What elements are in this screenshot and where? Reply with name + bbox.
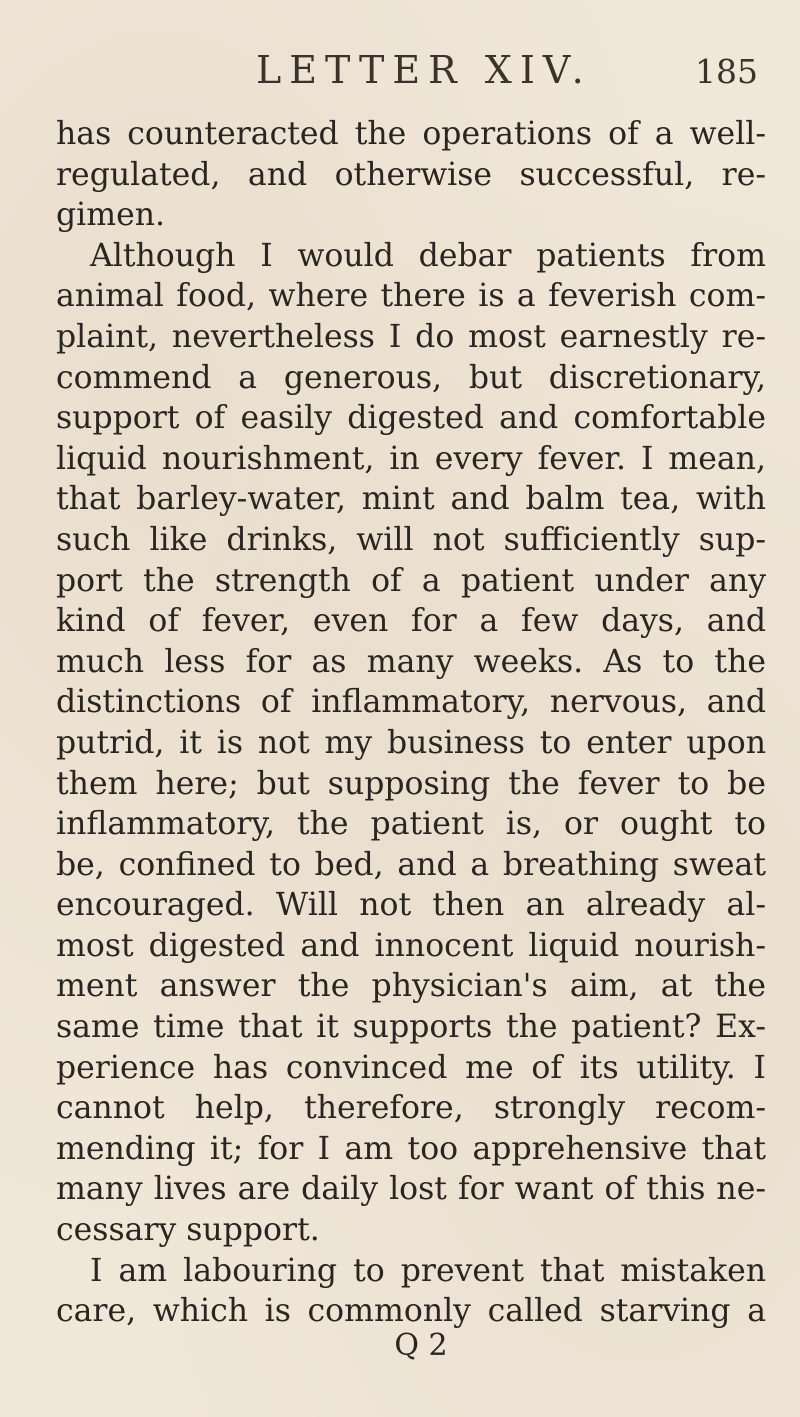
text-line: mending it; for I am too apprehensive that	[56, 1130, 766, 1167]
text-line: commend a generous, but discretionary,	[56, 359, 766, 396]
text-line: same time that it supports the patient? Ex-	[56, 1009, 766, 1046]
page-number: 185	[695, 52, 758, 91]
text-line: much less for as many weeks. As to the	[56, 643, 766, 680]
text-line: that barley-water, mint and balm tea, with	[56, 481, 766, 518]
text-line: animal food, where there is a feverish com-	[56, 278, 766, 315]
text-line: Although I would debar patients from	[90, 237, 766, 274]
text-line: be, confined to bed, and a breathing sweat	[56, 846, 766, 883]
body-text	[56, 114, 766, 1332]
text-line: cessary support.	[56, 1212, 320, 1249]
text-line: liquid nourishment, in every fever. I mean,	[56, 440, 766, 477]
text-line: gimen.	[56, 197, 166, 234]
text-line: plaint, nevertheless I do most earnestly re-	[56, 318, 766, 355]
signature-mark: Q 2	[394, 1327, 448, 1363]
text-line: most digested and innocent liquid nourish-	[56, 927, 766, 964]
text-line: has counteracted the operations of a well-	[56, 116, 766, 152]
text-line: port the strength of a patient under any	[56, 562, 766, 599]
text-line: regulated, and otherwise successful, re-	[56, 156, 766, 193]
text-line: inflammatory, the patient is, or ought to	[56, 806, 766, 843]
text-line: care, which is commonly called starving a	[56, 1293, 766, 1330]
running-title: LETTER XIV.	[256, 48, 592, 92]
text-line: support of easily digested and comfortable	[56, 400, 766, 437]
text-line: perience has convinced me of its utility. I	[56, 1049, 766, 1086]
text-line: them here; but supposing the fever to be	[56, 765, 766, 802]
text-line: ment answer the physician's aim, at the	[56, 968, 766, 1005]
text-line: encouraged. Will not then an already al-	[56, 887, 766, 924]
text-line: cannot help, therefore, strongly recom-	[56, 1090, 766, 1127]
text-line: many lives are daily lost for want of this ne-	[56, 1171, 766, 1208]
text-line: such like drinks, will not sufficiently sup-	[56, 521, 766, 558]
text-line: putrid, it is not my business to enter upon	[56, 724, 766, 761]
running-head	[56, 44, 766, 114]
text-line: kind of fever, even for a few days, and	[56, 603, 766, 640]
text-line: I am labouring to prevent that mistaken	[90, 1252, 766, 1289]
text-line: distinctions of inflammatory, nervous, and	[56, 684, 766, 721]
